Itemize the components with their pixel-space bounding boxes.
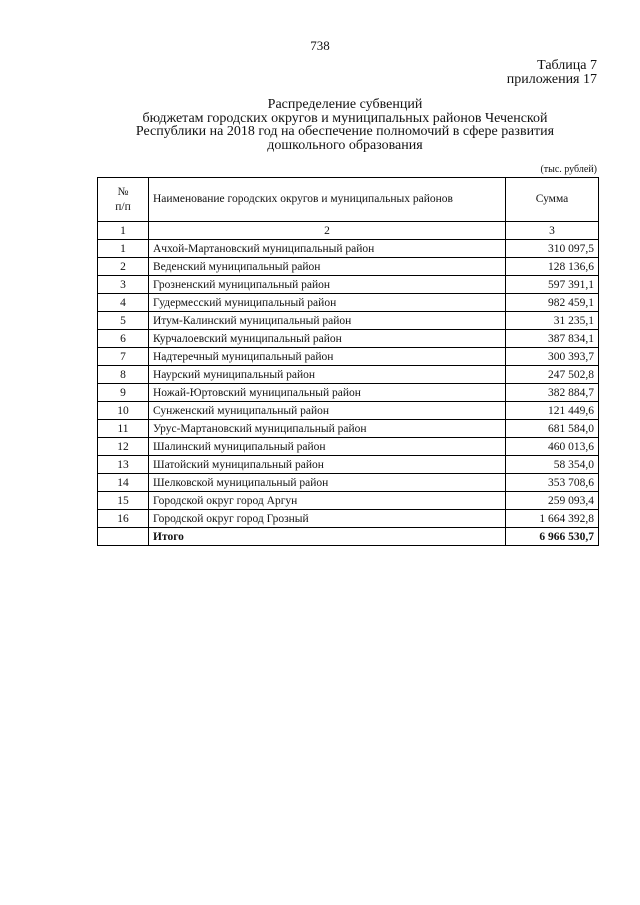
district-name: Итум-Калинский муниципальный район [149,312,506,330]
district-name: Гудермесский муниципальный район [149,294,506,312]
row-number: 7 [98,348,149,366]
subvention-amount: 31 235,1 [506,312,599,330]
header-sum: Сумма [506,178,599,222]
district-name: Урус-Мартановский муниципальный район [149,420,506,438]
row-number: 13 [98,456,149,474]
district-name: Веденский муниципальный район [149,258,506,276]
table-row [98,276,599,294]
district-name: Грозненский муниципальный район [149,276,506,294]
total-row [98,528,599,546]
row-number: 14 [98,474,149,492]
header-name: Наименование городских округов и муниципальных районов [149,178,506,222]
table-row [98,510,599,528]
row-number: 11 [98,420,149,438]
column-number: 1 [98,222,149,240]
subvention-amount: 300 393,7 [506,348,599,366]
subventions-table [97,177,599,546]
district-name: Городской округ город Грозный [149,510,506,528]
page-number: 738 [310,38,330,53]
table-row [98,312,599,330]
row-number: 15 [98,492,149,510]
subvention-amount: 259 093,4 [506,492,599,510]
row-number: 12 [98,438,149,456]
table-row [98,294,599,312]
row-number: 5 [98,312,149,330]
column-number: 2 [149,222,506,240]
district-name: Сунженский муниципальный район [149,402,506,420]
district-name: Ножай-Юртовский муниципальный район [149,384,506,402]
subvention-amount: 310 097,5 [506,240,599,258]
table-row [98,474,599,492]
subvention-amount: 982 459,1 [506,294,599,312]
row-number: 6 [98,330,149,348]
table-row [98,348,599,366]
document-title [100,98,590,152]
table-row [98,438,599,456]
total-number-cell [98,528,149,546]
district-name: Курчалоевский муниципальный район [149,330,506,348]
subvention-amount: 121 449,6 [506,402,599,420]
table-row [98,420,599,438]
table-caption [507,59,597,87]
total-value: 6 966 530,7 [506,528,599,546]
table-row [98,402,599,420]
district-name: Шалинский муниципальный район [149,438,506,456]
table-body [98,240,599,528]
subvention-amount: 460 013,6 [506,438,599,456]
title-line: Республики на 2018 год на обеспечение полномочий в сфере развития [135,124,555,139]
units-label: (тыс. рублей) [540,164,597,175]
district-name: Надтеречный муниципальный район [149,348,506,366]
subvention-amount: 681 584,0 [506,420,599,438]
header-number [98,178,149,222]
subvention-amount: 387 834,1 [506,330,599,348]
total-label: Итого [149,528,506,546]
header-number-abbr: п/п [115,200,131,213]
table-row [98,330,599,348]
district-name: Шелковской муниципальный район [149,474,506,492]
title-line: бюджетам городских округов и муниципальных районов Чеченской [142,110,548,126]
row-number: 4 [98,294,149,312]
table-row [98,492,599,510]
district-name: Наурский муниципальный район [149,366,506,384]
header-number-symbol: № [117,185,129,198]
caption-appendix: приложения 17 [506,72,597,87]
subvention-amount: 247 502,8 [506,366,599,384]
table-row [98,384,599,402]
district-name: Городской округ город Аргун [149,492,506,510]
subvention-amount: 58 354,0 [506,456,599,474]
row-number: 3 [98,276,149,294]
subvention-amount: 353 708,6 [506,474,599,492]
subvention-amount: 597 391,1 [506,276,599,294]
subvention-amount: 1 664 392,8 [506,510,599,528]
table-row [98,258,599,276]
subvention-amount: 382 884,7 [506,384,599,402]
column-numbers-row [98,222,599,240]
district-name: Ачхой-Мартановский муниципальный район [149,240,506,258]
table-header-row [98,178,599,222]
table-row [98,240,599,258]
row-number: 1 [98,240,149,258]
caption-table-number: Таблица 7 [537,58,597,73]
column-number: 3 [506,222,599,240]
title-line: дошкольного образования [267,137,423,153]
table-row [98,456,599,474]
row-number: 16 [98,510,149,528]
subvention-amount: 128 136,6 [506,258,599,276]
row-number: 9 [98,384,149,402]
district-name: Шатойский муниципальный район [149,456,506,474]
row-number: 8 [98,366,149,384]
row-number: 2 [98,258,149,276]
table-row [98,366,599,384]
row-number: 10 [98,402,149,420]
title-line: Распределение субвенций [267,97,423,112]
